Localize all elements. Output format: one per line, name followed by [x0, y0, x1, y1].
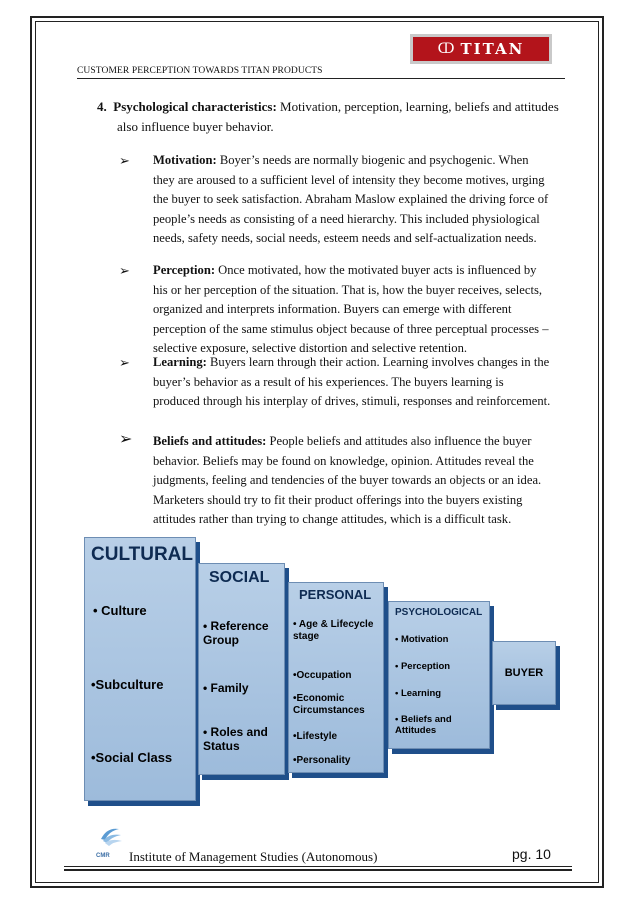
bullet-line: judgments, feeling and tendencies of the buyer towards an objects or an idea. — [153, 473, 542, 487]
bullet-line: people’s needs as consisting of a need hierarchy. This included physiological — [153, 211, 540, 226]
bullet-line: Once motivated, how the motivated buyer acts is influenced by — [215, 263, 537, 277]
cmr-logo-text: CMR — [96, 853, 110, 859]
social-item: • Reference Group — [203, 619, 269, 647]
bullet-line: his or her perception of the situation. That is, how the buyer receives, selects, — [153, 282, 543, 297]
cultural-item: •Subculture — [91, 677, 164, 692]
section-number: 4. — [97, 99, 107, 114]
bullet-motivation — [119, 151, 567, 249]
cultural-box — [84, 537, 196, 801]
bullet-line: they are aroused to a sufficient level of intensity they become motives, urging — [153, 172, 545, 187]
bullet-line: organized and interprets information. Buyers can emerge with different — [153, 302, 512, 316]
psychological-item: • Beliefs and Attitudes — [395, 714, 452, 736]
buyer-title: BUYER — [504, 667, 544, 679]
titan-logo-icon: ↀ — [437, 41, 455, 57]
arrow-bullet-icon: ➢ — [119, 355, 130, 370]
personal-box — [288, 582, 384, 773]
bullet-line: the buyer to seek satisfaction. Abraham Maslow explained the driving force of — [153, 192, 549, 206]
psychological-item: • Learning — [395, 688, 442, 699]
social-item: • Roles and Status — [203, 725, 268, 753]
bullet-label: Perception: — [153, 263, 216, 277]
social-box — [198, 563, 285, 775]
personal-title: PERSONAL — [299, 587, 372, 602]
bullet-beliefs — [119, 432, 567, 530]
psychological-item: • Motivation — [395, 634, 449, 645]
running-header: CUSTOMER PERCEPTION TOWARDS TITAN PRODUCTS — [77, 66, 323, 76]
bullet-line: perception of the same stimulus object because of three perceptual processes – — [153, 321, 549, 336]
section-line2: also influence buyer behavior. — [117, 119, 274, 134]
arrow-bullet-icon: ➢ — [119, 263, 130, 278]
bullet-line: selective exposure, selective distortion and selective retention. — [153, 341, 468, 355]
cultural-title: CULTURAL — [91, 544, 194, 565]
personal-item: •Personality — [293, 755, 351, 766]
arrow-bullet-icon: ➢ — [119, 431, 133, 448]
buyer-box — [492, 641, 556, 705]
bullet-line: People beliefs and attitudes also influence the buyer — [266, 434, 532, 448]
arrow-bullet-icon: ➢ — [119, 153, 130, 168]
bullet-line: needs, safety needs, social needs, esteem needs and self-actualization needs. — [153, 231, 537, 245]
footer-institute: Institute of Management Studies (Autonomous) — [129, 849, 378, 864]
personal-item: •Occupation — [293, 670, 352, 681]
bullet-line: behavior. Beliefs may be found on knowledge, opinion. Attitudes reveal the — [153, 453, 534, 468]
bullet-line: Marketers should try to fit their product offerings into the buyers existing — [153, 492, 523, 507]
social-item: • Family — [203, 681, 249, 695]
bullet-line: buyer’s behavior as a result of his experiences. The buyers learning is — [153, 374, 504, 389]
cultural-item: • Culture — [93, 603, 147, 618]
bullet-line: attitudes rather than trying to change attitudes, which is a difficult task. — [153, 512, 512, 526]
footer-rule — [64, 869, 572, 871]
section-heading: Psychological characteristics: — [113, 99, 277, 114]
personal-item: •Economic Circumstances — [293, 693, 365, 716]
page-number: pg. 10 — [512, 846, 551, 862]
personal-item: •Lifestyle — [293, 731, 338, 742]
psychological-item: • Perception — [395, 661, 451, 672]
personal-item: • Age & Lifecycle stage — [293, 619, 374, 642]
header-rule — [77, 78, 565, 79]
bullet-label: Learning: — [153, 355, 207, 369]
bullet-line: Boyer’s needs are normally biogenic and psychogenic. When — [216, 153, 529, 167]
section-psychological — [97, 97, 567, 137]
section-line1: Motivation, perception, learning, beliefs and attitudes — [276, 99, 559, 114]
titan-logo-text: TITAN — [460, 40, 525, 58]
footer-rule — [64, 866, 572, 867]
titan-logo — [410, 34, 552, 64]
bullet-learning — [119, 353, 567, 412]
social-title: SOCIAL — [209, 569, 270, 586]
cultural-item: •Social Class — [91, 750, 173, 765]
buyer-behavior-diagram — [84, 537, 558, 807]
bullet-label: Motivation: — [153, 153, 217, 167]
psychological-title: PSYCHOLOGICAL — [395, 607, 483, 618]
bullet-line: produced through his interplay of drives, stimuli, responses and reinforcement. — [153, 394, 551, 408]
psychological-box — [388, 601, 490, 749]
cmr-logo-icon — [95, 825, 125, 855]
bullet-perception — [119, 261, 567, 359]
bullet-label: Beliefs and attitudes: — [153, 434, 267, 448]
bullet-line: Buyers learn through their action. Learning involves changes in the — [206, 355, 550, 369]
